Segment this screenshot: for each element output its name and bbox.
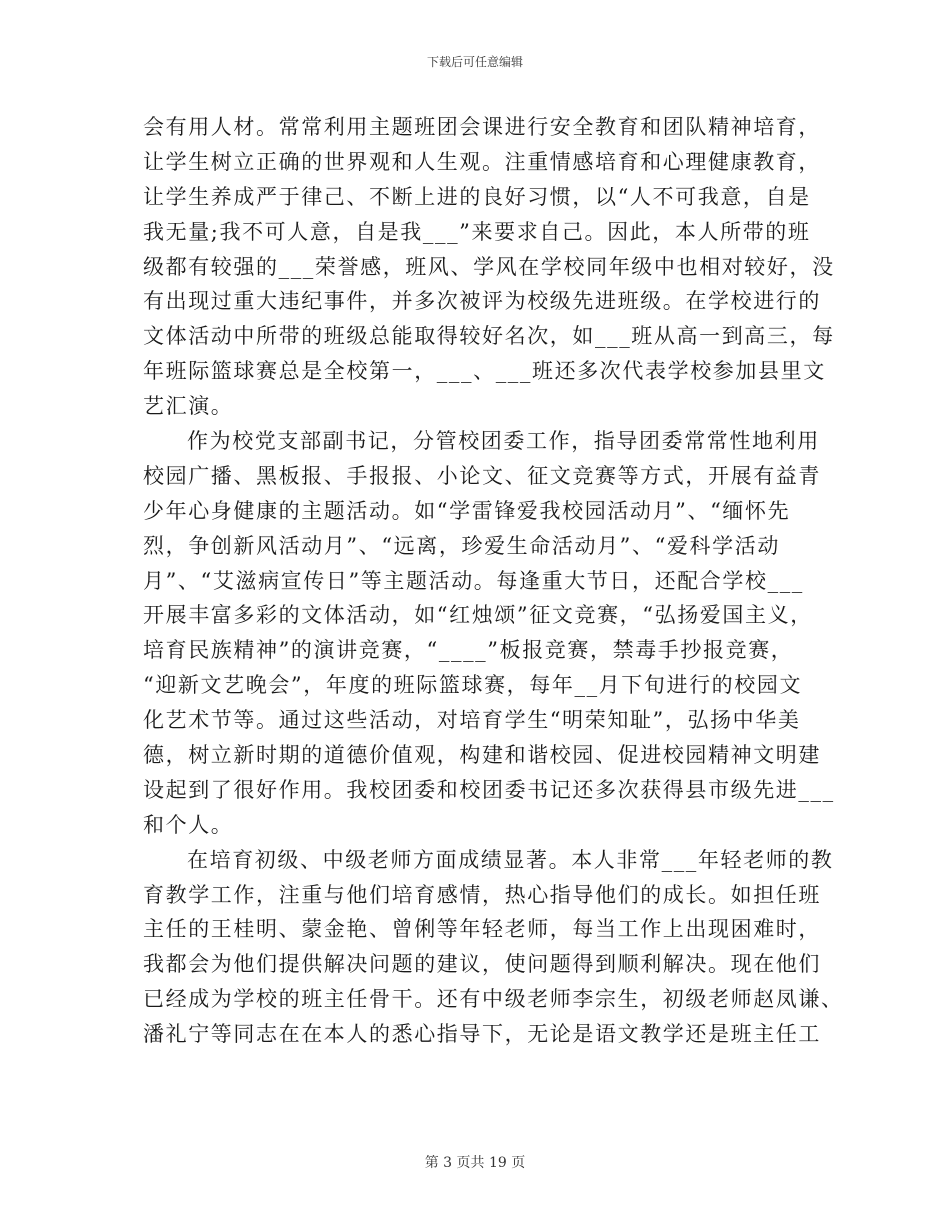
- document-body: [143, 110, 844, 1052]
- text-line: 少年心身健康的主题活动。如“学雷锋爱我校园活动月”、“缅怀先: [143, 498, 791, 523]
- text-line: 让学生养成严于律己、不断上进的良好习惯，以“人不可我意，自是: [143, 184, 811, 209]
- text-line: 我都会为他们提供解决问题的建议，使问题得到顺利解决。现在他们: [143, 952, 821, 977]
- text-line: 德，树立新时期的道德价值观，构建和谐校园、促进校园精神文明建: [143, 743, 821, 768]
- text-line: 有出现过重大违纪事件，并多次被评为校级先进班级。在学校进行的: [143, 289, 821, 314]
- text-line: 潘礼宁等同志在在本人的悉心指导下，无论是语文教学还是班主任工: [143, 1022, 821, 1047]
- paragraph-2: [143, 424, 835, 843]
- text-line: 主任的王桂明、蒙金艳、曾俐等年轻老师，每当工作上出现困难时，: [143, 917, 821, 942]
- paragraph-1: [143, 110, 835, 424]
- text-line: 在培育初级、中级老师方面成绩显著。本人非常___年轻老师的教: [187, 847, 834, 872]
- text-line: 烈，争创新风活动月”、“远离，珍爱生命活动月”、“爱科学活动: [143, 533, 780, 558]
- text-line: 会有用人材。常常利用主题班团会课进行安全教育和团队精神培育，: [143, 115, 821, 139]
- text-line: 作为校党支部副书记，分管校团委工作，指导团委常常性地利用: [187, 429, 820, 454]
- page-header: 下载后可任意编辑: [426, 55, 523, 69]
- text-line: 让学生树立正确的世界观和人生观。注重情感培育和心理健康教育，: [143, 149, 821, 174]
- text-line: 月”、“艾滋病宣传日”等主题活动。每逢重大节日，还配合学校___: [143, 568, 804, 593]
- text-line: 年班际篮球赛总是全校第一，___、___班还多次代表学校参加县里文: [143, 359, 826, 384]
- text-line: 开展丰富多彩的文体活动，如“红烛颂”征文竞赛，“弘扬爱国主义，: [143, 603, 813, 628]
- page-footer: 第 3 页共 19 页: [424, 1155, 526, 1171]
- text-line: 文体活动中所带的班级总能取得较好名次，如___班从高一到高三，每: [143, 324, 835, 349]
- text-line: 和个人。: [143, 812, 234, 837]
- text-line: 级都有较强的___荣誉感，班风、学风在学校同年级中也相对较好，没: [143, 254, 835, 279]
- text-line: 化艺术节等。通过这些活动，对培育学生“明荣知耻”，弘扬中华美: [143, 708, 801, 733]
- text-line: 设起到了很好作用。我校团委和校团委书记还多次获得县市级先进___: [143, 777, 835, 802]
- text-line: 艺汇演。: [143, 394, 234, 419]
- text-line: 我无量;我不可人意，自是我___”来要求自己。因此，本人所带的班: [143, 219, 811, 244]
- text-line: 育教学工作，注重与他们培育感情，热心指导他们的成长。如担任班: [143, 882, 821, 907]
- paragraph-3: [143, 843, 844, 1052]
- text-line: 校园广播、黑板报、手报报、小论文、征文竞赛等方式，开展有益青: [143, 463, 821, 488]
- text-line: 已经成为学校的班主任骨干。还有中级老师李宗生，初级老师赵凤谦、: [143, 987, 844, 1012]
- text-line: 培育民族精神”的演讲竞赛，“____”板报竞赛，禁毒手抄报竞赛，: [143, 638, 794, 663]
- text-line: “迎新文艺晚会”，年度的班际篮球赛，每年__月下旬进行的校园文: [143, 673, 803, 698]
